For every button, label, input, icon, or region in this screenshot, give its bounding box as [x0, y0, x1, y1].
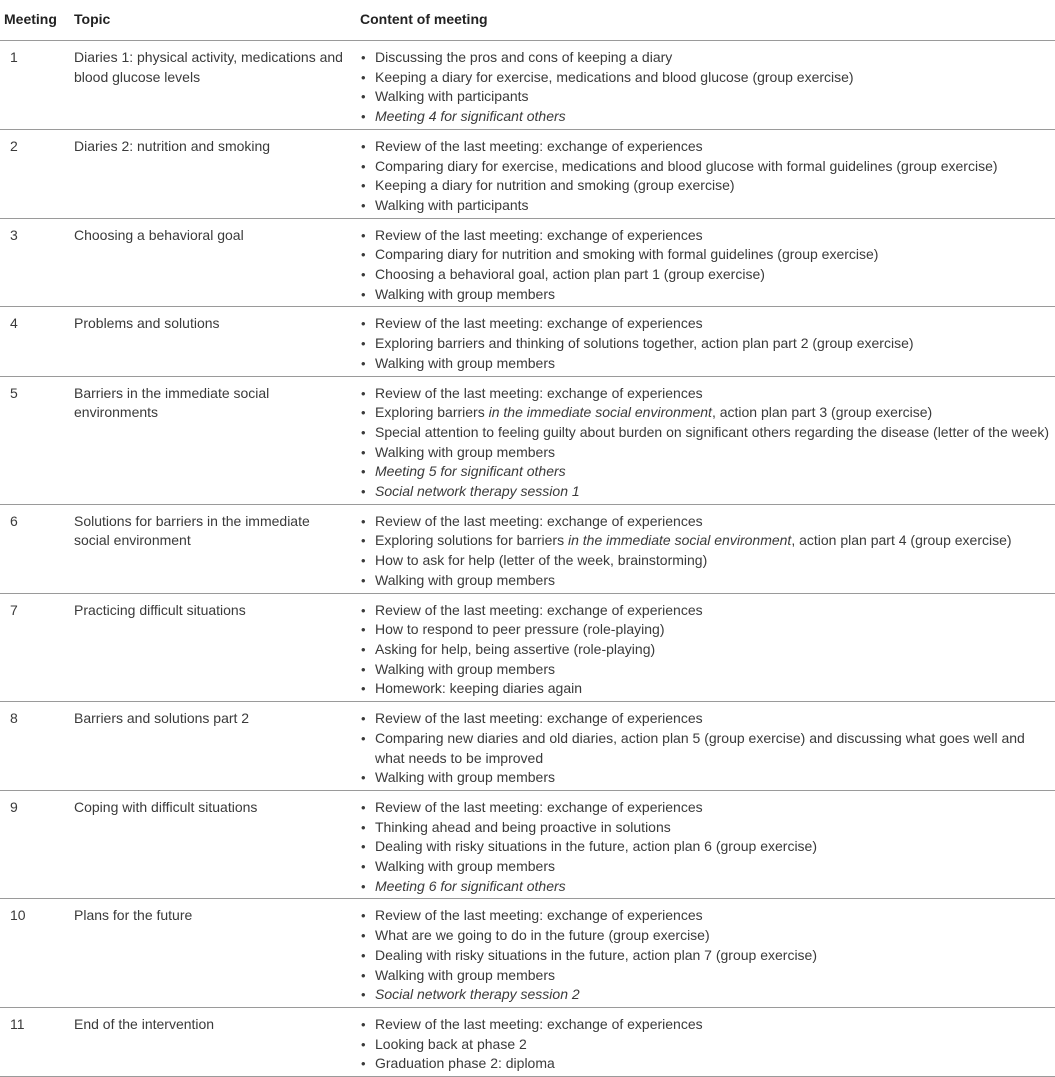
- table-row: [0, 702, 1055, 791]
- content-list-item: [359, 818, 1055, 838]
- meeting-topic: Problems and solutions: [62, 307, 354, 376]
- item-text: Choosing a behavioral goal, action plan part 1 (group exercise): [375, 266, 765, 283]
- content-list-item: [359, 709, 1055, 729]
- content-list-item: [359, 531, 1055, 551]
- meeting-topic: End of the intervention: [62, 1007, 354, 1076]
- meeting-content: [354, 593, 1055, 702]
- content-list-item: [359, 334, 1055, 354]
- bullet-icon: •: [361, 484, 366, 500]
- content-list-item: [359, 512, 1055, 532]
- bullet-icon: •: [361, 444, 366, 460]
- item-text: Dealing with risky situations in the future, action plan 6 (group exercise): [375, 838, 817, 855]
- table-row: [0, 307, 1055, 376]
- meeting-topic: Barriers in the immediate social environments: [62, 376, 354, 504]
- item-text: Walking with group members: [375, 354, 555, 371]
- item-text: Homework: keeping diaries again: [375, 680, 582, 697]
- item-text: Walking with group members: [375, 660, 555, 677]
- meeting-number: 1: [0, 41, 62, 130]
- meeting-content: [354, 218, 1055, 307]
- content-list-item: [359, 1035, 1055, 1055]
- content-list-item: [359, 660, 1055, 680]
- content-list-item: [359, 946, 1055, 966]
- item-text: Meeting 6 for significant others: [375, 877, 566, 894]
- table-row: [0, 899, 1055, 1008]
- content-list-item: [359, 1054, 1055, 1074]
- bullet-icon: •: [361, 316, 366, 332]
- table-header: [0, 0, 1055, 41]
- bullet-icon: •: [361, 197, 366, 213]
- content-list-item: [359, 157, 1055, 177]
- content-list: [359, 314, 1055, 373]
- item-text: Comparing diary for nutrition and smoking with formal guidelines (group exercise): [375, 246, 879, 263]
- item-text: Graduation phase 2: diploma: [375, 1055, 555, 1072]
- content-list-item: [359, 107, 1055, 127]
- meeting-number: 4: [0, 307, 62, 376]
- bullet-icon: •: [361, 553, 366, 569]
- item-text: Meeting 4 for significant others: [375, 108, 566, 125]
- meeting-topic: Practicing difficult situations: [62, 593, 354, 702]
- meeting-content: [354, 376, 1055, 504]
- bullet-icon: •: [361, 138, 366, 154]
- bullet-icon: •: [361, 286, 366, 302]
- bullet-icon: •: [361, 1016, 366, 1032]
- item-text: Review of the last meeting: exchange of experiences: [375, 226, 703, 243]
- content-list-item: [359, 601, 1055, 621]
- bullet-icon: •: [361, 1056, 366, 1072]
- content-list-item: [359, 354, 1055, 374]
- table-body: [0, 41, 1055, 1077]
- bullet-icon: •: [361, 711, 366, 727]
- content-list-item: [359, 1015, 1055, 1035]
- bullet-icon: •: [361, 947, 366, 963]
- content-list-item: [359, 857, 1055, 877]
- item-text: How to ask for help (letter of the week, brainstorming): [375, 552, 708, 569]
- content-list-item: [359, 798, 1055, 818]
- item-text: Review of the last meeting: exchange of experiences: [375, 512, 703, 529]
- table-row: [0, 218, 1055, 307]
- bullet-icon: •: [361, 109, 366, 125]
- item-text: What are we going to do in the future (group exercise): [375, 927, 710, 944]
- meeting-topic: Diaries 1: physical activity, medications and blood glucose levels: [62, 41, 354, 130]
- table-row: [0, 1007, 1055, 1076]
- header-row: [0, 0, 1055, 41]
- bullet-icon: •: [361, 405, 366, 421]
- table-row: [0, 790, 1055, 899]
- content-list: [359, 512, 1055, 591]
- item-text: Walking with participants: [375, 88, 529, 105]
- meeting-topic: Barriers and solutions part 2: [62, 702, 354, 791]
- meeting-number: 11: [0, 1007, 62, 1076]
- meeting-topic: Coping with difficult situations: [62, 790, 354, 899]
- content-list: [359, 48, 1055, 127]
- content-list-item: [359, 966, 1055, 986]
- content-list: [359, 601, 1055, 700]
- content-list-item: [359, 768, 1055, 788]
- item-text: Social network therapy session 1: [375, 483, 580, 500]
- meeting-content: [354, 307, 1055, 376]
- content-list-item: [359, 551, 1055, 571]
- content-list-item: [359, 423, 1055, 443]
- content-list-item: [359, 640, 1055, 660]
- meeting-number: 5: [0, 376, 62, 504]
- item-text: Keeping a diary for exercise, medications and blood glucose (group exercise): [375, 68, 854, 85]
- item-text: Walking with group members: [375, 858, 555, 875]
- bullet-icon: •: [361, 89, 366, 105]
- content-list-item: [359, 620, 1055, 640]
- bullet-icon: •: [361, 158, 366, 174]
- meeting-number: 9: [0, 790, 62, 899]
- item-text: Meeting 5 for significant others: [375, 463, 566, 480]
- meeting-content: [354, 899, 1055, 1008]
- content-list-item: [359, 729, 1055, 768]
- meeting-content: [354, 504, 1055, 593]
- meeting-content: [354, 702, 1055, 791]
- item-text: Dealing with risky situations in the future, action plan 7 (group exercise): [375, 946, 817, 963]
- content-list-item: [359, 87, 1055, 107]
- content-list: [359, 906, 1055, 1005]
- bullet-icon: •: [361, 839, 366, 855]
- meeting-topic: Diaries 2: nutrition and smoking: [62, 129, 354, 218]
- bullet-icon: •: [361, 770, 366, 786]
- item-text: Comparing new diaries and old diaries, action plan 5 (group exercise) and discussing what goes well and what needs to be improved: [375, 729, 1025, 766]
- content-list-item: [359, 137, 1055, 157]
- item-text: Keeping a diary for nutrition and smoking (group exercise): [375, 177, 735, 194]
- table-row: [0, 376, 1055, 504]
- bullet-icon: •: [361, 424, 366, 440]
- content-list: [359, 384, 1055, 502]
- content-list-item: [359, 48, 1055, 68]
- content-list: [359, 709, 1055, 788]
- bullet-icon: •: [361, 385, 366, 401]
- content-list-item: [359, 571, 1055, 591]
- bullet-icon: •: [361, 355, 366, 371]
- bullet-icon: •: [361, 681, 366, 697]
- item-text: Looking back at phase 2: [375, 1035, 527, 1052]
- bullet-icon: •: [361, 928, 366, 944]
- content-list-item: [359, 384, 1055, 404]
- item-text: Discussing the pros and cons of keeping a diary: [375, 49, 673, 65]
- bullet-icon: •: [361, 819, 366, 835]
- bullet-icon: •: [361, 908, 366, 924]
- content-list-item: [359, 176, 1055, 196]
- item-text: Exploring solutions for barriers: [375, 532, 568, 549]
- bullet-icon: •: [361, 572, 366, 588]
- content-column-header: Content of meeting: [354, 0, 1055, 41]
- meeting-number: 10: [0, 899, 62, 1008]
- item-text: Review of the last meeting: exchange of experiences: [375, 710, 703, 727]
- item-text: Comparing diary for exercise, medications and blood glucose with formal guidelines (group exercise): [375, 157, 998, 174]
- item-text: Walking with participants: [375, 196, 529, 213]
- content-list-item: [359, 226, 1055, 246]
- bullet-icon: •: [361, 336, 366, 352]
- item-text: Exploring barriers and thinking of solutions together, action plan part 2 (group exercise): [375, 335, 914, 352]
- item-text: Exploring barriers: [375, 404, 489, 421]
- bullet-icon: •: [361, 967, 366, 983]
- item-text: Walking with group members: [375, 285, 555, 302]
- item-text: Review of the last meeting: exchange of experiences: [375, 384, 703, 401]
- item-text: , action plan part 3 (group exercise): [711, 404, 933, 421]
- content-list-item: [359, 68, 1055, 88]
- meeting-topic: Solutions for barriers in the immediate social environment: [62, 504, 354, 593]
- item-text: Review of the last meeting: exchange of experiences: [375, 137, 703, 154]
- bullet-icon: •: [361, 267, 366, 283]
- meeting-number: 2: [0, 129, 62, 218]
- meeting-number: 7: [0, 593, 62, 702]
- content-list: [359, 798, 1055, 897]
- item-text: Thinking ahead and being proactive in solutions: [375, 818, 671, 835]
- item-text: Walking with group members: [375, 966, 555, 983]
- bullet-icon: •: [361, 602, 366, 618]
- bullet-icon: •: [361, 464, 366, 480]
- content-list-item: [359, 926, 1055, 946]
- topic-column-header: Topic: [62, 0, 354, 41]
- bullet-icon: •: [361, 859, 366, 875]
- item-text: Review of the last meeting: exchange of experiences: [375, 798, 703, 815]
- content-list-item: [359, 196, 1055, 216]
- content-list-item: [359, 245, 1055, 265]
- content-list-item: [359, 265, 1055, 285]
- bullet-icon: •: [361, 50, 366, 65]
- item-text: Special attention to feeling guilty about burden on significant others regarding the disease (letter of the week): [375, 423, 1049, 440]
- meeting-column-header: Meeting: [0, 0, 62, 41]
- content-list-item: [359, 285, 1055, 305]
- content-list-item: [359, 877, 1055, 897]
- item-text: Walking with group members: [375, 571, 555, 588]
- meeting-topic: Choosing a behavioral goal: [62, 218, 354, 307]
- item-text: Review of the last meeting: exchange of experiences: [375, 907, 703, 924]
- content-list-item: [359, 314, 1055, 334]
- bullet-icon: •: [361, 622, 366, 638]
- content-list-item: [359, 443, 1055, 463]
- content-list-item: [359, 906, 1055, 926]
- item-emphasis: in the immediate social environment: [488, 404, 712, 421]
- meeting-content: [354, 129, 1055, 218]
- content-list-item: [359, 985, 1055, 1005]
- meeting-number: 8: [0, 702, 62, 791]
- table-row: [0, 41, 1055, 130]
- meeting-content: [354, 1007, 1055, 1076]
- meeting-number: 3: [0, 218, 62, 307]
- item-text: Walking with group members: [375, 443, 555, 460]
- meeting-content: [354, 790, 1055, 899]
- item-text: Social network therapy session 2: [375, 986, 580, 1003]
- table-row: [0, 504, 1055, 593]
- item-text: Walking with group members: [375, 769, 555, 786]
- content-list: [359, 137, 1055, 216]
- item-text: Review of the last meeting: exchange of experiences: [375, 315, 703, 332]
- meeting-number: 6: [0, 504, 62, 593]
- content-list-item: [359, 462, 1055, 482]
- bullet-icon: •: [361, 799, 366, 815]
- bullet-icon: •: [361, 878, 366, 894]
- content-list: [359, 1015, 1055, 1074]
- bullet-icon: •: [361, 661, 366, 677]
- item-emphasis: in the immediate social environment: [567, 532, 792, 549]
- bullet-icon: •: [361, 730, 366, 746]
- meeting-topic: Plans for the future: [62, 899, 354, 1008]
- bullet-icon: •: [361, 247, 366, 263]
- bullet-icon: •: [361, 1036, 366, 1052]
- meeting-content: [354, 41, 1055, 130]
- bullet-icon: •: [361, 178, 366, 194]
- item-text: , action plan part 4 (group exercise): [791, 532, 1012, 549]
- bullet-icon: •: [361, 227, 366, 243]
- item-text: How to respond to peer pressure (role-playing): [375, 621, 665, 638]
- content-list: [359, 226, 1055, 305]
- content-list-item: [359, 403, 1055, 423]
- bullet-icon: •: [361, 987, 366, 1003]
- table-row: [0, 593, 1055, 702]
- bullet-icon: •: [361, 641, 366, 657]
- item-text: Review of the last meeting: exchange of experiences: [375, 601, 703, 618]
- item-text: Asking for help, being assertive (role-playing): [375, 640, 656, 657]
- bullet-icon: •: [361, 69, 366, 85]
- content-list-item: [359, 679, 1055, 699]
- content-list-item: [359, 482, 1055, 502]
- item-text: Review of the last meeting: exchange of experiences: [375, 1015, 703, 1032]
- content-list-item: [359, 837, 1055, 857]
- bullet-icon: •: [361, 533, 366, 549]
- bullet-icon: •: [361, 513, 366, 529]
- table-row: [0, 129, 1055, 218]
